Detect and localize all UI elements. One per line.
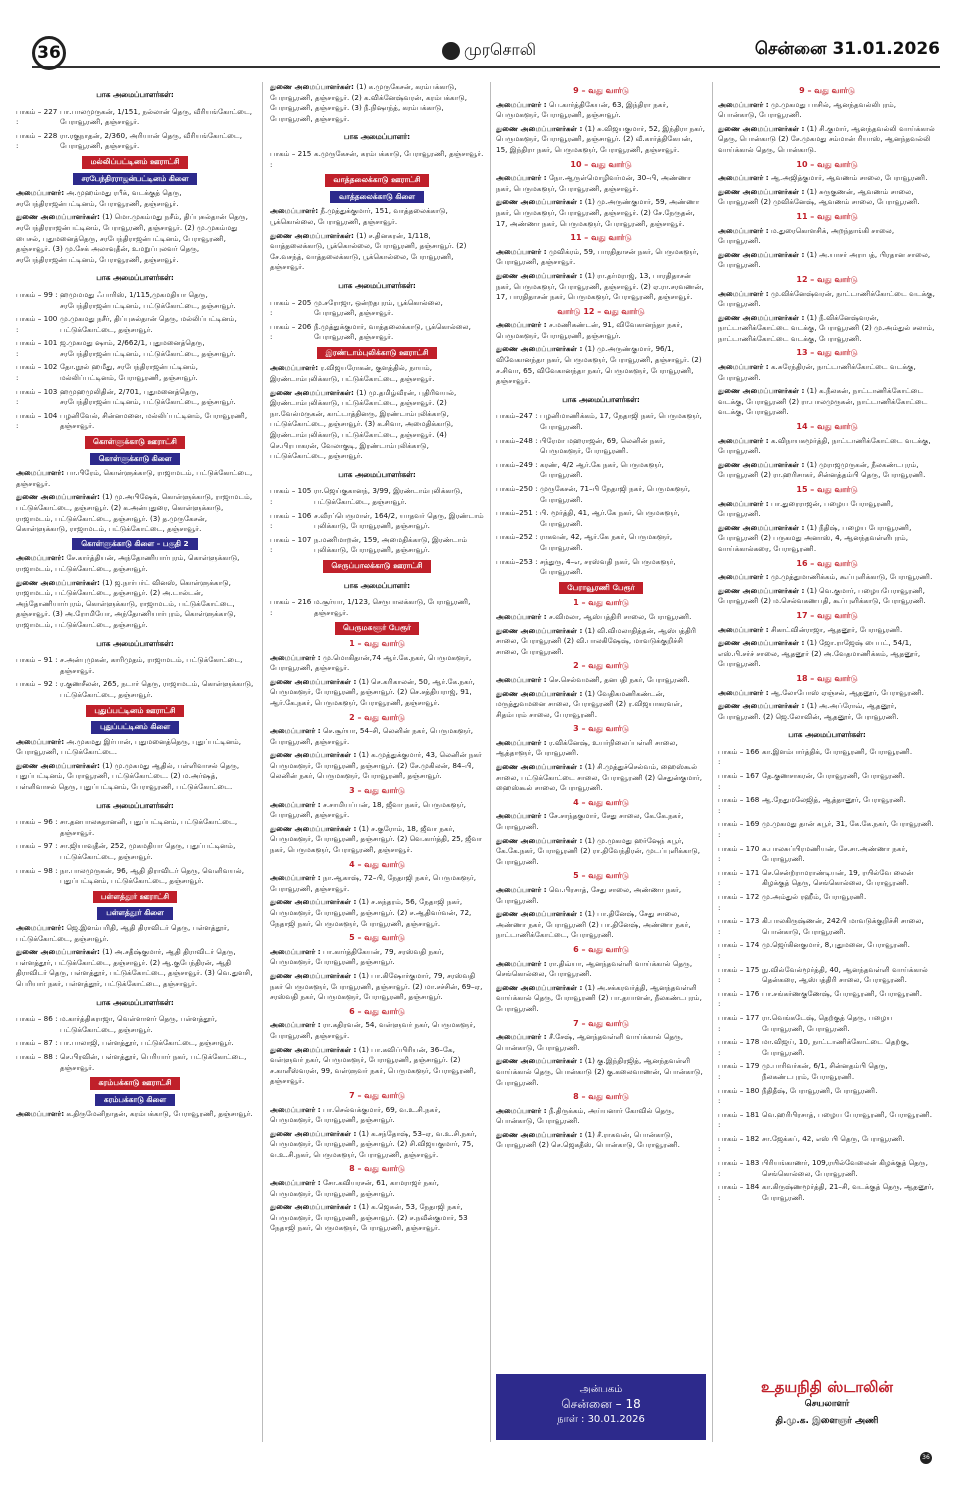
list-item: பாகம் – 166 : கா.இளம்பார்த்திக், பேராவூரணி, பேராவூரணி. (718, 746, 913, 767)
ward-block: 9 – வது வார்டு அமைப்பாளர் : பெ.கார்த்திகேயன், 63, இந்திரா நகர், பெருமகளூர், பேராவூரணி, தஞ்சாவூர். துணை அமைப்பாளர்கள் : (1) சு.விஜயகுமார், 52, இந்திரா நகர், பெருமகளூர், பேராவூரணி, தஞ்சாவூர். (2) வீ.கார்த்திகேயன், 15, இந்திரா நகர், பெருமகளூர், பேராவூரணி, தஞ்சாவூர். (496, 86, 705, 154)
ward-block: 18 – வது வார்டு அமைப்பாளர் : ஆ.லோபோஸ் ஏஞ்சல், ஆதனூர், பேராவூரணி. துணை அமைப்பாளர்கள் : (1) அ.அப்ரோவ், ஆதனூர், பேராவூரணி. (2) ஜெ.லோவின், ஆதனூர், பேராவூரணி. (718, 673, 924, 721)
list-item: பாகம் – 175 : நு.வில்வேல்மூர்த்தி, 40, ஆனந்தவள்ளி வாய்க்கால் தென்கரை, ஆஸ்பத்திரி சாலை, பேராவூரணி. (718, 964, 928, 985)
ward-block: 10 – வது வார்டு அமைப்பாளர் : நோ.ஆருள்மொழிவர்மன், 30–பி, அண்ணா நகர், பெருமகளூர், பேராவூரணி, தஞ்சாவூர். துணை அமைப்பாளர்கள் : (1) மு.அருண்குமார், 59, அண்ணா நகர், பெருமகளூர், பேராவூரணி, தஞ்சாவூர். (2) சே.நேருதன், 17, அண்ணா நகர், பெருமகளூர், பேராவூரணி, தஞ்சாவூர். (496, 159, 700, 228)
deputy-organizer-entry: துணை அமைப்பாளர்கள்: (1) மு.முகமது ஆதில், பள்ளிவாசல் தெரு, புதுப்பட்டினம், பேராவூரணி, பட்டுக்கோட்டை. (2) ம.அர்ஷத், பள்ளிவாசல் தெரு, புதுப்பட்டினம், பேராவூரணி, பட்டுக்கோட்டை. (16, 760, 240, 792)
ward-block: 11 – வது வார்டு அமைப்பாளர் : முவிக்ரம், 59, பாரதிதாசன் நகர், பெருமகளூர், பேராவூரணி, தஞ்சாவூர். துணை அமைப்பாளர்கள் : (1) ரா.தர்மராஜ், 13, பாரதிதாசன் நகர், பெருமகளூர், பேராவூரணி, தஞ்சாவூர். (2) ஏ.ரா.சரவணன், 17, பாரதிதாசன் நகர், பெருமகளூர், பேராவூரணி, தஞ்சாவூர். (496, 233, 704, 302)
ward-block: 1 – வது வார்டு அமைப்பாளர் : மு.மொகிதான்,74 ஆர்.கே.நகர், பெருமகளூர், பேராவூரணி, தஞ்சாவூர். துணை அமைப்பாளர்கள் : (1) செ.கரிகாலன், 50, ஆர்.கே.நகர், பெருமகளூர், பேராவூரணி, தஞ்சாவூர். (2) செ.சத்தியராஜ், 91, ஆர்.கே.நகர், பெருமகளூர், பேராவூரணி, தஞ்சாவூர். (270, 638, 475, 707)
ward-block: 14 – வது வார்டு அமைப்பாளர் : க.விநாயகமூர்த்தி, நாட்டாணிக்கோட்டை வடக்கு, பேராவூரணி. துணை அமைப்பாளர்கள் : (1) முராஜமுருகன், நீலகண்டபுரம், பேராவூரணி (2) ரா.ஹரிசாகர், சின்னத்தம்பி தெரு, பேராவூரணி. (718, 422, 931, 480)
organizer-entry: அமைப்பாளர்: அ.முஹம்மது ரபீக், வடக்குத் தெரு, சரபேந்திராஜன்பட்டினம், பேராவூரணி, தஞ்சாவூர். (16, 188, 182, 208)
issuer-city: சென்னை – 18 (561, 1397, 641, 1411)
panchayat-heading: இரண்டாம்புலிக்காடு ஊராட்சி (317, 347, 436, 360)
list-item: பாகம் – 177 : ரா.வெங்கடேஷ், தெற்குத் தெரு, பழைய பேராவூரணி, பேராவூரணி. (718, 1012, 893, 1033)
town-heading: பேராவூரணி பேரூர் (559, 582, 643, 595)
signatory-box (718, 1374, 936, 1440)
panchayat-heading: பள்ளத்தூர் ஊராட்சி (93, 891, 177, 904)
issuer-box (496, 1374, 706, 1440)
deputy-organizer-entry: துணை அமைப்பாளர்கள்: (1) ச.தினகரன், 1/118, வாத்தலைக்காடு, பூக்கொல்லை, பேராவூரணி, தஞ்சாவூர். (2) சே.வசந்த், வாத்தலைக்காடு, பூக்கொல்லை, பேராவூரணி, தஞ்சாவூர். (270, 230, 467, 272)
list-item: பாகம் – 228 : ரா.ரகுநாதன், 2/360, அரியான் தெரு, வீரியங்கோட்டை, பேராவூரணி, தஞ்சாவூர். (16, 130, 243, 151)
list-item: பாகம் – 178 : மா.விஜய், 10, நாட்டாணிக்கோட்டை தெற்கு, பேராவூரணி. (718, 1037, 910, 1057)
section-subheading: பாக அமைப்பாளர்கள்: (338, 469, 416, 479)
deputy-organizer-entry: துணை அமைப்பாளர்கள்: (1) ஜ.நார்பர்ட் வினஸ், கொள்ளுக்காடு, ராஜாமடம், பட்டுக்கோட்டை, தஞ்சாவூர். (2) அ.டால்டன், அந்தோணியார்புரம், கொள்ளுக்காடு, ராஜாமடம், பட்டுக்கோட்டை, தஞ்சாவூர். (3) அ.ரோமியோ, அந்தோணியார்புரம், கொள்ளுக்காடு, ராஜாமடம், பட்டுக்கோட்டை, தஞ்சாவூர். (16, 577, 236, 629)
list-item: பாகம்–251 : பி. மூர்த்தி, 41, ஆர்.கே நகர், பெருமகளூர், பேராவூரணி. (496, 508, 680, 528)
list-item: பாகம்–249 : கரண், 4/2 ஆர்.கே நகர், பெருமகளூர், பேராவூரணி. (496, 459, 664, 480)
column-1 (16, 82, 254, 1440)
ward-block: 4 – வது வார்டு அமைப்பாளர் : நா.ஆகாஷ், 72–பி, நேதாஜி நகர், பெருமகளூர், பேராவூரணி, தஞ்சாவூர். துணை அமைப்பாளர்கள் : (1) ச.சுந்தரம், 56, நேதாஜி நகர், பெருமகளூர், பேராவூரணி, தஞ்சாவூர். (2) ச.ஆதிவர்வன், 72, நேதாஜி நகர், பெருமகளூர், பேராவூரணி, தஞ்சாவூர். (270, 859, 477, 928)
list-item: பாகம் – 172 : மு.அம்துல் ரஹீம், பேராவூரணி. (718, 892, 867, 912)
list-item: பாகம் – 91 : ச.அன்புமுகன், காரிமுதம், ராஜாமடம், பட்டுக்கோட்டை, தஞ்சாவூர். (16, 655, 243, 675)
ward-block: 12 – வது வார்டு அமைப்பாளர் : மு.விக்னேஷ்வரன், நாட்டாணிக்கோட்டை வடக்கு, பேராவூரணி. துணை அமைப்பாளர்கள் : (1) நீ.விக்னேஷ்வரன், நாட்டாணிக்கோட்டை வடக்கு, பேராவூரணி (2) மு.அம்துல் சலாம், நாட்டாணிக்கோட்டை வடக்கு, பேராவூரணி. (718, 274, 935, 343)
ward-block: 6 – வது வார்டு அமைப்பாளர் : ரா.திவ்யா, ஆனந்தவள்ளி வாய்க்கால் தெரு, செங்கொல்லை, பேராவூரணி. துணை அமைப்பாளர்கள் : (1) அ.சக்கரவர்த்தி, ஆனந்தவள்ளி வாய்க்கால் தெரு, பேராவூரணி (2) பா.தயாளன், நீலகண்டபுரம், பேராவூரணி. (496, 944, 702, 1013)
organizer-entry: அமைப்பாளர்: க.திருமேனிநாதன், கரம்பக்காடு, பேராவூரணி, தஞ்சாவூர். (16, 1109, 253, 1119)
list-item: பாகம்–247 : பழனிமாணிக்கம், 17, நேதாஜி நகர், பெருமகளூர், பேராவூரணி. (496, 411, 702, 432)
section-subheading: பாக அமைப்பாளர்கள்: (96, 90, 174, 99)
ward-block: 3 – வது வார்டு அமைப்பாளர் : ர.விக்னேஷ், உயர்நிலைப்பள்ளி சாலை, ஆத்தாளூர், பேராவூரணி. துணை அமைப்பாளர்கள் : (1) சி.முத்துச்செல்வம், ஹைஸ்கூல் சாலை, பட்டுக்கோட்டை சாலை, பேராவூரணி (2) செதுன்குமார், ஹைஸ்கூல் சாலை, பேராவூரணி. (496, 724, 703, 793)
ward-block: 11 – வது வார்டு அமைப்பாளர் : ம.துரைகொளசிக், அறந்தாங்கி சாலை, பேராவூரணி. துணை அமைப்பாளர்கள் : (1) அ.யாசர் அராபத், பிரதான சாலை, பேராவூரணி. (718, 211, 931, 270)
ward-block: 3 – வது வார்டு அமைப்பாளர் : ச.சாமியப்பன், 18, ஜீவா நகர், பெருமகளூர், பேராவூரணி, தஞ்சாவூர். துணை அமைப்பாளர்கள் : (1) ச.குரோம், 18, ஜீவா நகர், பெருமகளூர், பேராவூரணி, தஞ்சாவூர். (2) வெ.கார்த்தி, 25, ஜீவா நகர், பெருமகளூர், பேராவூரணி, தஞ்சாவூர். (270, 786, 482, 855)
column-divider (262, 82, 263, 1442)
panchayat-heading: வாத்தலைக்காடு ஊராட்சி (325, 174, 428, 187)
town-heading: பெருமகளூர் பேரூர் (335, 622, 419, 635)
list-item: பாகம் – 98 : நா.பாலமுருகன், 96, ஆதி திராவிடர் தெரு, வெளிவயல், புதுப்பட்டினம், பட்டுக்கோட்டை, தஞ்சாவூர். (16, 865, 244, 886)
ward-block: 16 – வது வார்டு அமைப்பாளர் : மு.முத்துமாணிக்கம், கூப்புளிக்காடு, பேராவூரணி. துணை அமைப்பாளர்கள் : (1) வெ.குமார், பழையபேராவூரணி, பேராவூரணி (2) ம.செல்வகணபதி, கூப்புளிக்காடு, பேராவூரணி. (718, 558, 933, 606)
list-item: பாகம் – 100 : மு.முகமது நசீர், திப்புசுல்தான் தெரு, மல்லிப்பட்டினம், பட்டுக்கோட்டை, தஞ்சாவூர். (16, 314, 237, 334)
section-subheading: பாக அமைப்பாளர்: (343, 132, 411, 142)
list-item: பாகம் – 88 : செ.பிரவின், பள்ளத்தூர், பெரியார் நகர், பட்டுக்கோட்டை, தஞ்சாவூர். (16, 1051, 247, 1072)
list-item: பாகம் – 179 : மு.பாரிவர்கன், 6/1, சின்னதம்பி தெரு, நீலகண்டபுரம், பேராவூரணி. (718, 1061, 888, 1081)
deputy-organizer-entry: துணை அமைப்பாளர்கள்: (1) மு.அபிஷேக், கொள்ளுக்காடு, ராஜாமடம், பட்டுக்கோட்டை, தஞ்சாவூர். (2) க.அன்புதுரை, கொள்ளுக்காடு, ராஜாமடம், பட்டுக்கோட்டை, தஞ்சாவூர். (3) த.முருகேசன், கொள்ளுக்காடு, ராஜாமடம், பட்டுக்கோட்டை, தஞ்சாவூர். (16, 492, 253, 534)
list-item: பாகம் – 183 : பிரியங்காணர், 109,ரயில்வேலைன் கிழக்குத் தெரு, செங்கொல்லை, பேராவூரணி. (718, 1158, 928, 1178)
ward-block: 17 – வது வார்டு அமைப்பாளர் : சிகாட்வின்ராஜா, ஆதனூர், பேராவூரணி. துணை அமைப்பாளர்கள் : (1) ஜோ.ராஜேஷ் பைபட், 54/1, எஸ்.பி.சர்ச் சாலை, ஆதனூர் (2) அ.வேதமாணிக்கம், ஆதனூர், பேராவூரணி. (718, 610, 921, 669)
signatory-role: செயலாளர் (804, 1399, 850, 1409)
list-item: பாகம் – 181 : வெ.ஹரிபிரசாத், பழைய பேராவூரணி, பேராவூரணி. (718, 1109, 933, 1130)
list-item: பாகம்–248 : பிரேமா மஹராஜன், 69, லெனின் நகர், பெருமகளூர், பேராவூரணி. (496, 435, 666, 456)
list-item: பாகம் – 170 : சு.பாலசுப்பிரமணியன், சே.சா.அண்ணா நகர், பேராவூரணி. (718, 843, 908, 864)
ward-block: 15 – வது வார்டு அமைப்பாளர் : பா.துரைராஜன், பழைய பேராவூரணி, பேராவூரணி. துணை அமைப்பாளர்கள் : (1) நீதிஷ், பழைய பேராவூரணி, பேராவூரணி (2) பருகமது அனாஸ், 4, ஆனந்தவள்ளிபுரம், வாய்க்கால்கரை, பேராவூரணி. (718, 485, 912, 553)
panchayat-heading: மல்லிப்பட்டினம் ஊராட்சி (82, 156, 187, 169)
panchayat-heading: கொள்ளுக்காடு ஊராட்சி (85, 436, 185, 449)
ward-block: 8 – வது வார்டு அமைப்பாளர் : நீ.திருக்கம், அய்யனார் கோவில் தெரு, பொன்காடு, பேராவூரணி. துணை அமைப்பாளர்கள் : (1) சீ.ராகவன், பொன்காடு, பேராவூரணி (2) செ.ஜெகதீஸ், பொன்காடு, பேராவூரணி. (496, 1092, 680, 1150)
list-item: பாகம் – 96 : சா.தனபாலசுதானனி, புதுப்பட்டினம், பட்டுக்கோட்டை, தஞ்சாவூர். (16, 817, 238, 837)
list-item: பாகம் – 205 : மு.சரோஜா, ஒன்றதபுரம், பூக்கொல்லை, பேராவூரணி, தஞ்சாவூர். (270, 297, 443, 318)
list-item: பாகம் – 171 : செ.சென்ற்ராமராண்டியன், 19, ரயில்வே லைன் கிழக்குத் தெரு, செங்கொல்லை, பேராவூரணி. (718, 867, 914, 888)
masthead-logo-icon (442, 42, 460, 60)
ward-block: வார்டு 12 – வது வார்டு அமைப்பாளர் : ச.மணிகண்டன், 91, விவேகானந்தா நகர், பெருமகளூர், பேராவூரணி, தஞ்சாவூர். துணை அமைப்பாளர்கள் : (1) மு.அருண்குமார், 96/1, விவேகானந்தா நகர், பெருமகளூர், பேராவூரணி, தஞ்சாவூர். (2) ச.சிவா, 65, விவேகானந்தா நகர், பெருமகளூர், பேராவூரணி, தஞ்சாவூர். (496, 306, 702, 386)
panchayat-heading: புதுப்பட்டினம் ஊராட்சி (86, 705, 183, 718)
ward-block: 13 – வது வார்டு அமைப்பாளர் : க.சுரேந்திரன், நாட்டாணிக்கோட்டை வடக்கு, பேராவூரணி. துணை அமைப்பாளர்கள் : (1) க.நீலகன், நாட்டாணிக்கோட்டை வடக்கு, பேராவூரணி (2) ரா.பாலமுருகன், நாட்டாணிக்கோட்டை வடக்கு, பேராவூரணி. (718, 348, 928, 417)
column-2 (270, 82, 484, 1440)
page-header (32, 36, 940, 68)
list-item: பாகம் – 176 : பா.சங்கர்ணகுணேஷ், பேராவூரணி, பேராவூரணி. (718, 988, 923, 1009)
masthead-title: முரசொலி (464, 40, 536, 59)
list-item: பாகம் – 169 : மு.முகமது தான் கபூர், 31, கே.கே.நகர், பேராவூரணி. (718, 819, 934, 840)
list-item: பாகம் – 106 : ச.வீரப்பெருமாள், 164/2, யாதவர் தெரு, இரண்டாம் புலிக்காடு, பேராவூரணி, தஞ்சாவூர். (270, 510, 484, 531)
section-subheading: பாக அமைப்பாளர்கள்: (96, 273, 174, 283)
list-item: பாகம் – 102 : தோ.நூல் ஹமீது, சரபேந்திராஜன்பட்டினம், மல்லிப்பட்டினம், பேராவூரணி, தஞ்சாவூர். (16, 362, 198, 383)
section-subheading: பாக அமைப்பாளர்கள்: (788, 730, 866, 740)
list-item: பாகம் – 97 : சா.ஜியாவுதீன், 252, முகமதியா தெரு, புதுப்பட்டினம், பட்டுக்கோட்டை, தஞ்சாவூர். (16, 841, 236, 862)
signatory-wing: தி.மு.க. இளைஞர் அணி (775, 1416, 879, 1426)
organizer-entry: அமைப்பாளர்: பா.பிரேம், கொள்ளுக்காடு, ராஜாமடம், பட்டுக்கோட்டை, தஞ்சாவூர். (16, 468, 253, 488)
list-item: பாகம் – 216 : ம.சூர்யா, 1/123, செருபாலக்காடு, பேராவூரணி, தஞ்சாவூர். (270, 597, 471, 617)
section-subheading: பாக அமைப்பாளர்: (343, 580, 411, 590)
organizer-entry: அமைப்பாளர்: அ.முகமது இர்பான், புதுமனைத்தெரு, புதுப்பட்டினம், பேராவூரணி, பட்டுக்கோட்டை. (16, 736, 242, 757)
organizer-entry: அமைப்பாளர்: நீ.முத்துக்குமார், 151, வாத்தலைக்காடு, பூக்கொல்லை, பேராவூரணி, தஞ்சாவூர். (270, 206, 448, 226)
section-subheading: பாக அமைப்பாளர்கள்: (338, 280, 416, 290)
list-item: பாகம் – 173 : கி.பாலகிருஷ்ணன், 242பி மாவடுக்குறிச்சி சாலை, பொன்காடு, பேராவூரணி. (718, 916, 924, 936)
list-item: பாகம் – 99 : ஹமுமமது ஃபாரிஸ், 1/115,முகமதியா தெரு, சரபேந்திராஜன்பட்டினம், பட்டுக்கோட்டை, தஞ்சாவூர். (16, 289, 236, 310)
deputy-organizer-entry: துணை அமைப்பாளர்கள்: (1) க.முருகேசன், கரம்பக்காடு, பேராவூரணி, தஞ்சாவூர். (2) க.விக்னேஷ்வரன், கரம்பக்காடு, பேராவூரணி, தஞ்சாவூர். (3) நீ.நிஷாந்த், கரம்பக்காடு, பேராவூரணி, தஞ்சாவூர். (270, 82, 468, 123)
organizer-entry: அமைப்பாளர்: ர.விஜயரோகன், குளத்தில், நாயம், இரண்டாம்புலிக்காடு, பட்டுக்கோட்டை, தஞ்சாவூர். (270, 363, 435, 384)
branch-heading: கொள்ளுக்காடு கிளை – பகுதி 2 (72, 538, 197, 551)
ward-block: 2 – வது வார்டு அமைப்பாளர் : செ.சூர்யா, 54–சி, லெனின் நகர், பெருமகளூர், பேராவூரணி, தஞ்சாவூர். துணை அமைப்பாளர்கள் : (1) க.முத்துக்குமார், 43, லெனின் நகர் பெருமகளூர், பேராவூரணி, தஞ்சாவூர். (2) சே.முகிலன், 84–பி, லெனின் நகர், பெருமகளூர், பேராவூரணி, தஞ்சாவூர். (270, 712, 482, 781)
panchayat-heading: செருப்பாலக்காடு ஊராட்சி (323, 560, 430, 573)
ward-block: 5 – வது வார்டு அமைப்பாளர் : வெ.பிரசாத், சேது சாலை, அண்ணா நகர், பேராவூரணி. துணை அமைப்பாளர்கள் : (1) பா.தினேஷ், சேது சாலை, அண்ணா நகர், பேராவூரணி (2) பா.தினேஷ், அண்ணா நகர், நாட்டாணிக்கோட்டை, பேராவூரணி. (496, 871, 691, 940)
list-item: பாகம் – 174 : மு.ஜெர்கினகுமார், 8,புதுமனை, பேராவூரணி. (718, 940, 910, 960)
issue-date: நாள் : 30.01.2026 (557, 1414, 645, 1425)
list-item: பாகம் – 101 : ஜ.முகமது ஷாம், 2/662/1, புதுமனைத்தெரு, சரபேந்திராஜன்பட்டினம், பட்டுக்கோட்டை, தஞ்சாவூர். (16, 338, 236, 358)
page-number: 36 (32, 36, 66, 70)
list-item: பாகம் – 167 : தே.குணசாகரன், பேராவூரணி, பேராவூரணி. (718, 771, 905, 791)
branch-heading: கொள்ளுக்காடு கிளை (90, 453, 181, 466)
list-item: பாகம் – 103 : ஹமுஹமுலிதின், 2/701, புதுமனைத்தெரு, சரபேந்திராஜன்பட்டினம், பட்டுக்கோட்டை, தஞ்சாவூர். (16, 386, 236, 407)
branch-heading: பள்ளத்தூர் கிளை (97, 907, 173, 920)
list-item: பாகம் – 227 : பா.பாலமுருகன், 1/151, நல்லான் தெரு, வீரியங்கோட்டை, பேராவூரணி, தஞ்சாவூர். (16, 106, 253, 127)
list-item: பாகம் – 105 : ரா.ஜெய்குகானந், 3/99, இரண்டாம்புலிக்காடு, பட்டுக்கோட்டை, தஞ்சாவூர். (270, 486, 463, 506)
list-item: பாகம் – 87 : பா.பாலாஜி, பள்ளத்தூர், பட்டுக்கோட்டை, தஞ்சாவூர். (16, 1038, 234, 1048)
column-4 (718, 82, 936, 1366)
deputy-organizer-entry: துணை அமைப்பாளர்கள்: (1) மு.தமிழ்வீரன், புதிரிவயல், இரண்டாம்புலிக்காடு, பட்டுக்கோட்டை, தஞ்சாவூர். (2) நா.வேல்மருகன், காட்டாத்தினரு, இரண்டாம்புலிக்காடு, பட்டுக்கோட்டை, தஞ்சாவூர். (3) க.சிவா, அமைதிக்காடு, இரண்டாம்புலிக்காடு, பட்டுக்கோட்டை, தஞ்சாவூர். (4) செ.பிரபாகரன், வேலாகுடி, இரண்டாம்புலிக்காடு, பட்டுக்கோட்டை, தஞ்சாவூர். (270, 387, 457, 461)
section-subheading: பாக அமைப்பாளர்கள்: (562, 394, 640, 404)
list-item: பாகம் – 215 : க.முருகேசன், கரம்பக்காடு, பேராவூரணி, தஞ்சாவூர். (270, 148, 484, 169)
branch-heading: கரம்பக்காடு கிளை (95, 1094, 175, 1107)
ward-block: 7 – வது வார்டு அமைப்பாளர் : பா.செல்வக்குமார், 69, வ.உ.சி.நகர், பெருமகளூர், பேராவூரணி, தஞ்சாவூர். துணை அமைப்பாளர்கள் : (1) க.சந்தோஷ், 53–ஏ, வ.உ.சி.நகர், பெருமகளூர், பேராவூரணி, தஞ்சாவூர். (2) சி.விஜயகுமார், 75, வ.உ.சி.நகர், பெருமகளூர், பேராவூரணி, தஞ்சாவூர். (270, 1090, 477, 1159)
column-divider (712, 82, 713, 1442)
branch-heading: வாத்தலைக்காடு கிளை (330, 191, 424, 204)
branch-heading: புதுப்பட்டினம் கிளை (91, 721, 179, 734)
panchayat-heading: கரம்பக்காடு ஊராட்சி (90, 1077, 179, 1090)
organizer-entry: அமைப்பாளர்: சே.கார்த்தியன், அந்தோணியார்புரம், கொள்ளுக்காடு, ராஜாமடம், பட்டுக்கோட்டை, தஞ்சாவூர். (16, 553, 240, 573)
issuer-office: அன்பகம் (579, 1384, 623, 1395)
list-item: பாகம்–253 : சந்துரு, 4–எ, சரஸ்வதி நகர், பெருமகளூர், பேராவூரணி. (496, 556, 676, 577)
list-item: பாகம் – 92 : ர.குணசீலன், 265, நடார் தெரு, ராஜாமடம், கொள்ளுக்காடு, பட்டுக்கோட்டை, தஞ்சாவூர். (16, 679, 254, 699)
ward-block: 5 – வது வார்டு அமைப்பாளர் : பா.கார்த்திகேயன், 79, சரஸ்வதி நகர், பெருமகளூர், பேராவூரணி, தஞ்சாவூர். துணை அமைப்பாளர்கள் : (1) பா.கிஷோர்குமார், 79, சரஸ்வதி நகர் பெருமகளூர், பேராவூரணி, தஞ்சாவூர். (2) மா.சச்சின், 69–ஏ, சரஸ்வதி நகர், பெருமகளூர், பேராவூரணி, தஞ்சாவூர். (270, 933, 483, 1002)
section-subheading: பாக அமைப்பாளர்கள்: (96, 800, 174, 810)
list-item: பாகம் – 206 : நீ.முத்துக்குமார், வாத்தலைக்காடு, பூக்கொல்லை, பேராவூரணி, தஞ்சாவூர். (270, 321, 471, 342)
list-item: பாகம்–250 : முருகேசன், 71–பி நேதாஜி நகர், பெருமகளூர், பேராவூரணி. (496, 484, 690, 504)
ward-block: 10 – வது வார்டு அமைப்பாளர் : ஆ.அஜித்குமார், ஆவணம் சாலை, பேராவூரணி. துணை அமைப்பாளர்கள் : (1) சுருகுணன், ஆவணம் சாலை, பேராவூரணி (2) முவிக்னேஷ், ஆவணம் சாலை, பேராவூரணி. (718, 159, 928, 207)
list-item: பாகம் – 86 : ம.கார்த்திகராஜா, வெள்ளாளர் தெரு, பள்ளத்தூர், பட்டுக்கோட்டை, தஞ்சாவூர். (16, 1014, 217, 1034)
deputy-organizer-entry: துணை அமைப்பாளர்கள்: (1) மொ.முகம்மது நசீம், திப்புசுல்தான் தெரு, சரபேந்திரராஜன்பட்டினம், பேராவூரணி, தஞ்சாவூர். (2) மு.முகம்மது பைசல், புதுமனைத்தெரு, சரபேந்திராஜன்பட்டினம், பேராவூரணி, தஞ்சாவூர். (3) மு.சேக் அலாவுதீன், உமறுப்புலவர் தெரு, சரபேந்திராஜன்பட்டினம், பேராவூரணி, தஞ்சாவூர். (16, 212, 248, 264)
deputy-organizer-entry: துணை அமைப்பாளர்கள்: (1) அ.சதீஷ்குமார், ஆதி திராவிடர் தெரு, பள்ளத்தூர், பட்டுக்கோட்டை, தஞ்சாவூர். (2) ஆ.குபேந்திரன், ஆதி திராவிடர் தெரு, பள்ளத்தூர், பட்டுக்கோட்டை, தஞ்சாவூர். (3) வெ.துளசி, பெரியார் நகர், பள்ளத்தூர், பட்டுக்கோட்டை, தஞ்சாவூர். (16, 947, 253, 988)
list-item: பாகம் – 184 : கா.கிருஷ்ணமூர்த்தி, 21–சி, வடக்குத் தெரு, ஆதனூர், பேராவூரணி. (718, 1182, 934, 1202)
section-subheading: பாக அமைப்பாளர்கள்: (96, 638, 174, 648)
signatory-name: உதயநிதி ஸ்டாலின் (761, 1378, 893, 1396)
ward-block: 1 – வது வார்டு அமைப்பாளர் : ச.விமலா, ஆஸ்பத்திரி சாலை, பேராவூரணி. துணை அமைப்பாளர்கள் : (1) வி.விமலாதித்தன், ஆஸ்பத்திரி சாலை, பேராவூரணி (2) வி.பாலகிஷேஷ், மாவடுக்குறிச்சி சாலை, பேராவூரணி. (496, 598, 697, 656)
organizer-entry: அமைப்பாளர்: ஜெ.இளம்பரிதி, ஆதி திராவிடர் தெரு, பள்ளத்தூர், பட்டுக்கோட்டை, தஞ்சாவூர். (16, 923, 230, 943)
branch-heading: சரபேந்திரராஜன்பட்டினம் கிளை (73, 173, 198, 186)
ward-block: 8 – வது வார்டு அமைப்பாளர் : சோ.கவியரசன், 61, காமராஜர் நகர், பெருமகளூர், பேராவூரணி, தஞ்சாவூர். துணை அமைப்பாளர்கள் : (1) க.ஜெகன், 53, நேதாஜி நகர், பெருமகளூர், பேராவூரணி, தஞ்சாவூர். (2) ச.நவீன்குமார், 53 நேதாஜி நகர், பெருமகளூர், பேராவூரணி, தஞ்சாவூர். (270, 1164, 468, 1233)
list-item: பாகம் – 104 : பழனிவேல், சின்னமனை, மல்லிப்பட்டினம், பேராவூரணி, தஞ்சாவூர். (16, 410, 248, 431)
section-subheading: பாக அமைப்பாளர்கள்: (96, 997, 174, 1007)
footer-page-number: 36 (920, 1452, 932, 1464)
ward-block: 9 – வது வார்டு அமைப்பாளர் : மு.முகமது பாசில், ஆனந்தவல்லிபுரம், பொன்காடு, பேராவூரணி. துணை அமைப்பாளர்கள் : (1) சி.குமார், ஆனந்தவல்லி வாய்க்கால் தெரு, பொன்காடு (2) சே.முகமது சம்மான் ரியாஸ், ஆனந்தவல்லி வாய்க்கால் தெரு, பொன்காடு. (718, 86, 935, 154)
list-item: பாகம்–252 : ராகவன், 42, ஆர்.கே நகர், பெருமகளூர், பேராவூரணி. (496, 532, 673, 552)
list-item: பாகம் – 107 : ந.மணிமாறன், 159, அமைதிக்காடு, இரண்டாம் புலிக்காடு, பேராவூரணி, தஞ்சாவூர். (270, 534, 468, 555)
column-divider (490, 82, 491, 1442)
ward-block: 4 – வது வார்டு அமைப்பாளர் : சே.சாந்தகுமார், சேது சாலை, கே.கே.நகர், பேராவூரணி. துணை அமைப்பாளர்கள் : (1) மு.முகமது ஹர்ஷேந் கபூர், கே.கே.நகர், பேராவூரணி (2) ரா.திவேந்திரன், முடப்புளிக்காடு, பேராவூரணி. (496, 797, 701, 866)
list-item: பாகம் – 182 : சா.ஜேக்கப், 42, எஸ் பி தெரு, பேராவூரணி. (718, 1133, 905, 1154)
dateline: சென்னை 31.01.2026 (754, 39, 940, 59)
ward-block: 6 – வது வார்டு அமைப்பாளர் : ரா.கதிரவன், 54, வள்ளுவர் நகர், பெருமகளூர், பேராவூரணி, தஞ்சாவூர். துணை அமைப்பாளர்கள் : (1) பா.கவிப்பிரியன், 36–கே, வள்ளுவர் நகர், பெருமகளூர், பேராவூரணி, தஞ்சாவூர். (2) ச.காளீஸ்வரன், 99, வள்ளுவர் நகர், பெருமகளூர், பேராவூரணி, தஞ்சாவூர். (270, 1006, 477, 1086)
ward-block: 7 – வது வார்டு அமைப்பாளர் : சீ.சேஷ், ஆனந்தவள்ளி வாய்க்கால் தெரு, பொன்காடு, பேராவூரணி. துணை அமைப்பாளர்கள் : (1) கு.இந்திரஜித், ஆனந்தவள்ளி வாய்க்கால் தெரு, பொன்காடு (2) கு.கலைவாணன், பொன்காடு, பேராவூரணி. (496, 1018, 703, 1087)
column-3 (496, 82, 706, 1366)
ward-block: 2 – வது வார்டு அமைப்பாளர் : செ.செல்வமணி, தனபதி நகர், பேராவூரணி. துணை அமைப்பாளர்கள் : (1) வேதிகமணிகண்டன், மருத்துவமனை சாலை, பேராவூரணி (2) ர.விஜயாகரவள், சிதம்பரம் சாலை, பேராவூரணி. (496, 661, 690, 719)
list-item: பாகம் – 168 : ஆ.நேதுமலேஜித், ஆத்தானூர், பேராவூரணி. (718, 795, 906, 815)
list-item: பாகம் – 180 : நீதிதீஷ், பேராவூரணி, பேராவூரணி. (718, 1085, 878, 1106)
